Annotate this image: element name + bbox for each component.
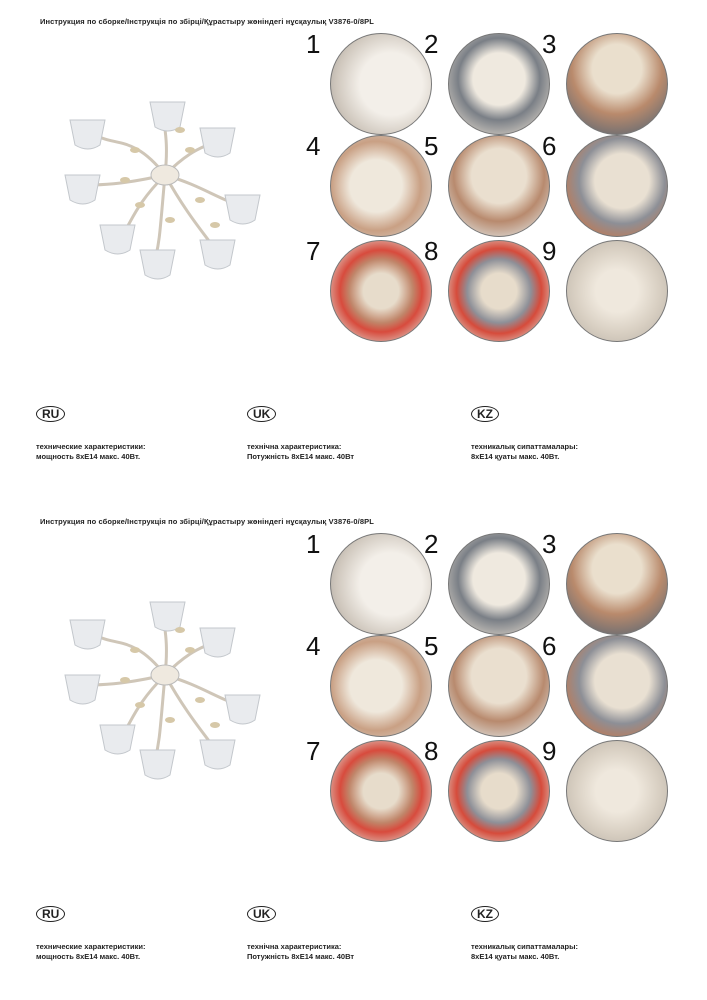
step-photo	[330, 240, 432, 342]
step-photo	[448, 33, 550, 135]
chandelier-image	[50, 590, 280, 790]
step-number: 4	[306, 131, 321, 161]
step-number: 3	[542, 529, 557, 559]
step-9	[542, 236, 688, 350]
step-number: 6	[542, 131, 557, 161]
step-number: 7	[306, 236, 321, 266]
step-number: 2	[424, 529, 439, 559]
spec-kz: техникалық сипаттамалары: 8xE14 қуаты макс. 40Вт.	[471, 442, 579, 461]
lang-uk-badge: UK	[247, 405, 276, 423]
step-photo	[448, 635, 550, 737]
lang-kz-badge: KZ	[471, 905, 499, 923]
step-photo	[330, 635, 432, 737]
spec-uk: технічна характеристика: Потужність 8xE14 макс. 40Вт	[247, 942, 355, 961]
step-number: 6	[542, 631, 557, 661]
step-photo	[566, 740, 668, 842]
spec-ru: технические характеристики: мощность 8xE14 макс. 40Вт.	[36, 942, 146, 961]
instruction-sheet-bottom	[0, 500, 707, 1000]
spec-kz: техникалық сипаттамалары: 8xE14 қуаты макс. 40Вт.	[471, 942, 579, 961]
step-photo	[566, 33, 668, 135]
document-title: Инструкция по сборке/Інструкція по збірці/Құрастыру жөніндегі нұсқаулық V3876-0/8PL	[40, 17, 374, 26]
step-number: 5	[424, 131, 439, 161]
step-photo	[330, 135, 432, 237]
step-number: 8	[424, 736, 439, 766]
step-photo	[566, 533, 668, 635]
lang-ru-badge: RU	[36, 905, 65, 923]
step-photo	[566, 635, 668, 737]
step-photo	[566, 135, 668, 237]
step-photo	[566, 240, 668, 342]
step-number: 4	[306, 631, 321, 661]
spec-ru: технические характеристики: мощность 8xE14 макс. 40Вт.	[36, 442, 146, 461]
step-number: 9	[542, 236, 557, 266]
lang-kz-badge: KZ	[471, 405, 499, 423]
step-number: 2	[424, 29, 439, 59]
step-number: 1	[306, 529, 321, 559]
step-number: 5	[424, 631, 439, 661]
step-photo	[330, 33, 432, 135]
step-6	[542, 631, 688, 745]
step-photo	[330, 740, 432, 842]
step-9	[542, 736, 688, 850]
step-photo	[448, 740, 550, 842]
step-photo	[330, 533, 432, 635]
step-number: 8	[424, 236, 439, 266]
step-number: 9	[542, 736, 557, 766]
step-photo	[448, 135, 550, 237]
lang-uk-badge: UK	[247, 905, 276, 923]
step-3	[542, 529, 688, 643]
document-title: Инструкция по сборке/Інструкція по збірці/Құрастыру жөніндегі нұсқаулық V3876-0/8PL	[40, 517, 374, 526]
chandelier-image	[50, 90, 280, 290]
step-photo	[448, 533, 550, 635]
lang-ru-badge: RU	[36, 405, 65, 423]
step-number: 7	[306, 736, 321, 766]
step-6	[542, 131, 688, 245]
step-3	[542, 29, 688, 143]
spec-uk: технічна характеристика: Потужність 8xE14 макс. 40Вт	[247, 442, 355, 461]
step-number: 1	[306, 29, 321, 59]
step-number: 3	[542, 29, 557, 59]
step-photo	[448, 240, 550, 342]
